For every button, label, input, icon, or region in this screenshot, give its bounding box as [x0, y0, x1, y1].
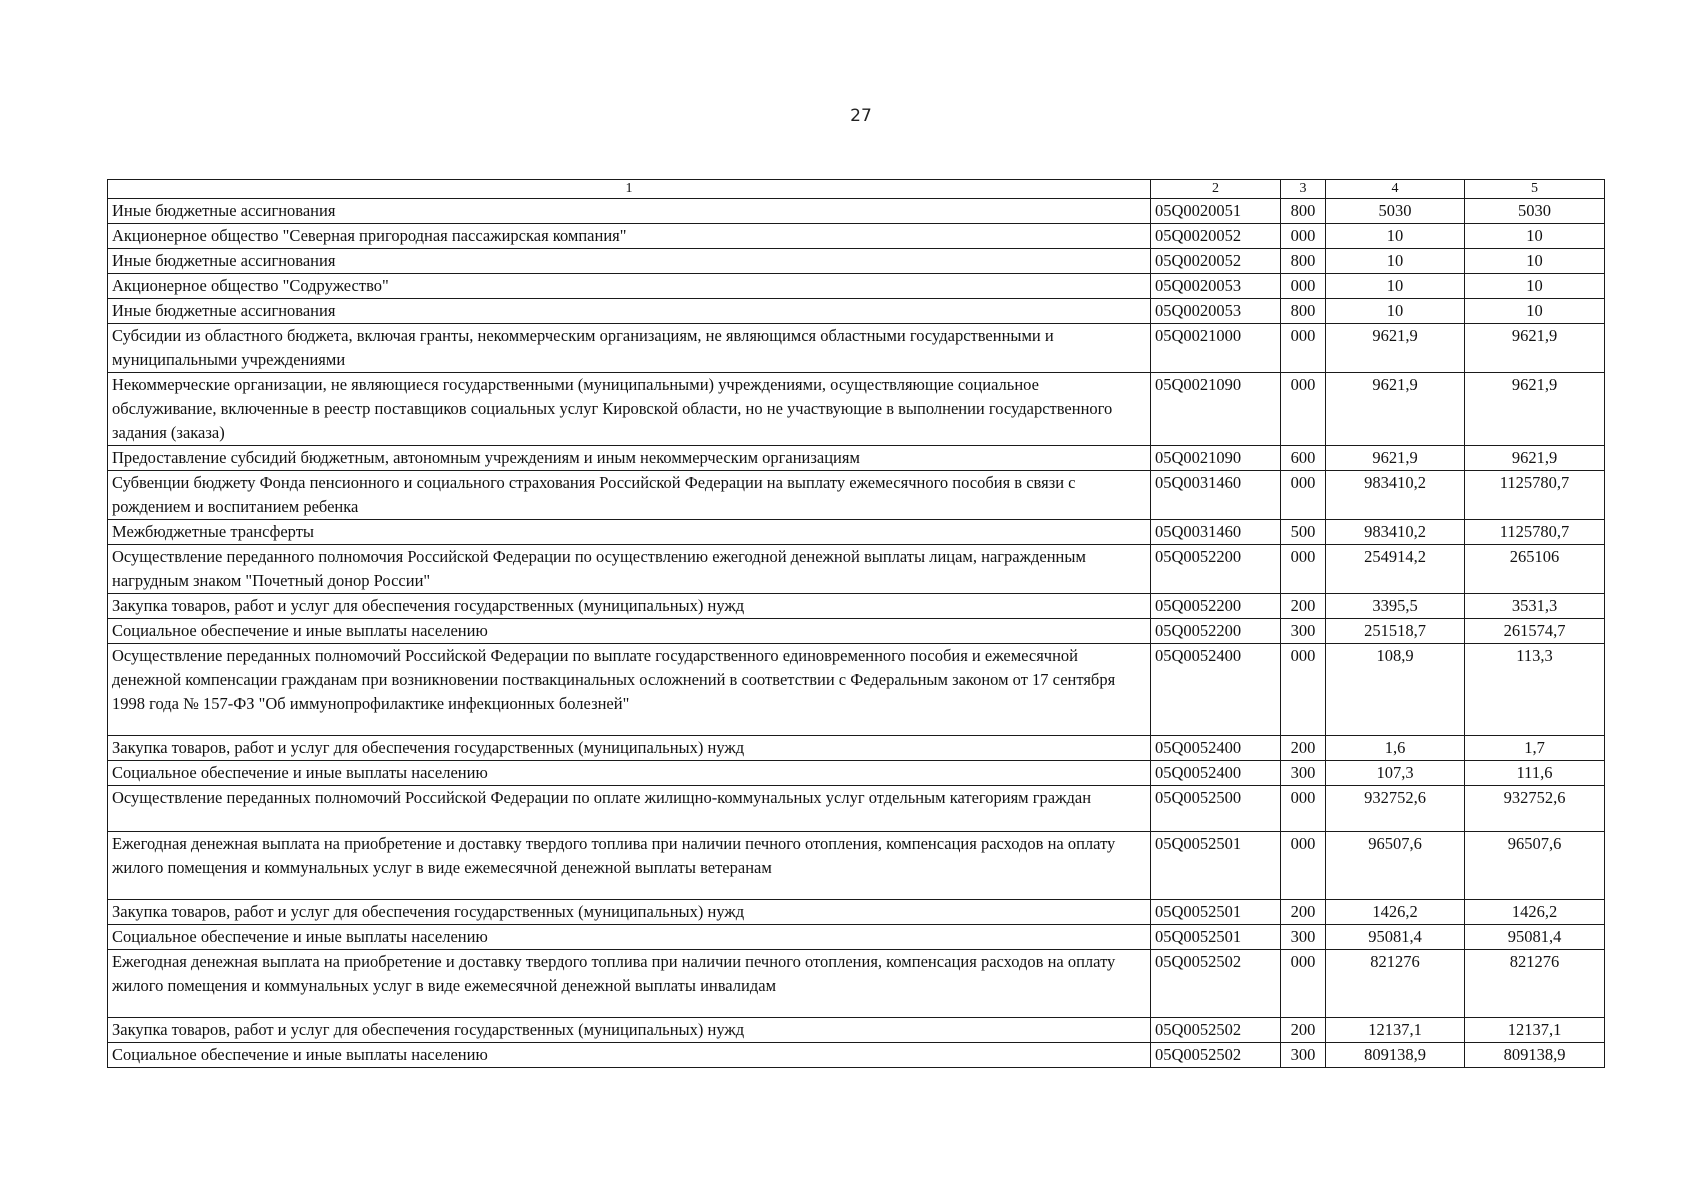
row-code-cell: 05Q0021000: [1151, 324, 1281, 373]
table-row: [108, 832, 1605, 900]
row-value-col4-cell: 809138,9: [1326, 1043, 1465, 1068]
table-body: [108, 199, 1605, 1068]
row-name-cell: Осуществление переданных полномочий Российской Федерации по оплате жилищно-коммунальных услуг отдельным категориям граждан: [108, 786, 1151, 832]
table-row: [108, 736, 1605, 761]
table-row: [108, 1043, 1605, 1068]
table-row: [108, 900, 1605, 925]
row-value-col5-cell: 10: [1465, 274, 1605, 299]
row-name-cell: Предоставление субсидий бюджетным, автономным учреждениям и иным некоммерческим организациям: [108, 446, 1151, 471]
row-type-cell: 500: [1281, 520, 1326, 545]
row-type-cell: 000: [1281, 471, 1326, 520]
row-name-cell: Ежегодная денежная выплата на приобретение и доставку твердого топлива при наличии печного отопления, компенсация расходов на оплату жилого помещения и коммунальных услуг в виде ежемесячной денежной выплаты ветеранам: [108, 832, 1151, 900]
row-type-cell: 800: [1281, 299, 1326, 324]
row-type-cell: 200: [1281, 594, 1326, 619]
table-row: [108, 324, 1605, 373]
row-type-cell: 000: [1281, 950, 1326, 1018]
row-code-cell: 05Q0020053: [1151, 274, 1281, 299]
row-value-col4-cell: 10: [1326, 224, 1465, 249]
row-type-cell: 000: [1281, 832, 1326, 900]
row-name-cell: Социальное обеспечение и иные выплаты населению: [108, 619, 1151, 644]
row-value-col4-cell: 108,9: [1326, 644, 1465, 736]
row-value-col5-cell: 809138,9: [1465, 1043, 1605, 1068]
header-cell-5: 5: [1465, 180, 1605, 199]
row-type-cell: 300: [1281, 619, 1326, 644]
row-value-col4-cell: 983410,2: [1326, 471, 1465, 520]
budget-table: [107, 179, 1605, 1068]
row-name-cell: Иные бюджетные ассигнования: [108, 249, 1151, 274]
row-name-cell: Некоммерческие организации, не являющиеся государственными (муниципальными) учреждениями, осуществляющие социальное обслуживание, включенные в реестр поставщиков социальных услуг Кировской области, но не участвующие в выполнении государственного задания (заказа): [108, 373, 1151, 446]
row-code-cell: 05Q0020051: [1151, 199, 1281, 224]
row-value-col4-cell: 10: [1326, 249, 1465, 274]
row-value-col4-cell: 1426,2: [1326, 900, 1465, 925]
header-row: [108, 180, 1605, 199]
row-code-cell: 05Q0052400: [1151, 761, 1281, 786]
row-name-cell: Акционерное общество "Северная пригородная пассажирская компания": [108, 224, 1151, 249]
row-code-cell: 05Q0052502: [1151, 1043, 1281, 1068]
table-row: [108, 520, 1605, 545]
row-name-cell: Осуществление переданного полномочия Российской Федерации по осуществлению ежегодной денежной выплаты лицам, награжденным нагрудным знаком "Почетный донор России": [108, 545, 1151, 594]
header-cell-1: 1: [108, 180, 1151, 199]
row-name-cell: Иные бюджетные ассигнования: [108, 299, 1151, 324]
row-value-col5-cell: 932752,6: [1465, 786, 1605, 832]
row-code-cell: 05Q0052400: [1151, 644, 1281, 736]
row-name-cell: Закупка товаров, работ и услуг для обеспечения государственных (муниципальных) нужд: [108, 900, 1151, 925]
row-value-col5-cell: 5030: [1465, 199, 1605, 224]
row-value-col4-cell: 95081,4: [1326, 925, 1465, 950]
row-type-cell: 200: [1281, 900, 1326, 925]
row-type-cell: 300: [1281, 1043, 1326, 1068]
row-name-cell: Осуществление переданных полномочий Российской Федерации по выплате государственного единовременного пособия и ежемесячной денежной компенсации гражданам при возникновении поствакцинальных осложнений в соответствии с Федеральным законом от 17 сентября 1998 года № 157-ФЗ "Об иммунопрофилактике инфекционных болезней": [108, 644, 1151, 736]
table-row: [108, 761, 1605, 786]
row-value-col4-cell: 10: [1326, 274, 1465, 299]
row-code-cell: 05Q0052500: [1151, 786, 1281, 832]
row-code-cell: 05Q0052501: [1151, 832, 1281, 900]
row-code-cell: 05Q0031460: [1151, 471, 1281, 520]
row-value-col4-cell: 5030: [1326, 199, 1465, 224]
row-value-col4-cell: 9621,9: [1326, 324, 1465, 373]
table-row: [108, 1018, 1605, 1043]
row-value-col5-cell: 821276: [1465, 950, 1605, 1018]
row-value-col5-cell: 9621,9: [1465, 446, 1605, 471]
row-type-cell: 000: [1281, 373, 1326, 446]
table-row: [108, 594, 1605, 619]
table-row: [108, 644, 1605, 736]
row-value-col4-cell: 254914,2: [1326, 545, 1465, 594]
row-name-cell: Социальное обеспечение и иные выплаты населению: [108, 1043, 1151, 1068]
row-type-cell: 200: [1281, 1018, 1326, 1043]
row-value-col5-cell: 1426,2: [1465, 900, 1605, 925]
row-value-col5-cell: 12137,1: [1465, 1018, 1605, 1043]
row-name-cell: Субвенции бюджету Фонда пенсионного и социального страхования Российской Федерации на выплату ежемесячного пособия в связи с рождением и воспитанием ребенка: [108, 471, 1151, 520]
row-name-cell: Ежегодная денежная выплата на приобретение и доставку твердого топлива при наличии печного отопления, компенсация расходов на оплату жилого помещения и коммунальных услуг в виде ежемесячной денежной выплаты инвалидам: [108, 950, 1151, 1018]
row-code-cell: 05Q0021090: [1151, 446, 1281, 471]
row-value-col4-cell: 96507,6: [1326, 832, 1465, 900]
row-name-cell: Иные бюджетные ассигнования: [108, 199, 1151, 224]
header-cell-3: 3: [1281, 180, 1326, 199]
row-type-cell: 800: [1281, 199, 1326, 224]
row-value-col4-cell: 932752,6: [1326, 786, 1465, 832]
row-value-col5-cell: 1,7: [1465, 736, 1605, 761]
row-name-cell: Закупка товаров, работ и услуг для обеспечения государственных (муниципальных) нужд: [108, 1018, 1151, 1043]
row-value-col5-cell: 111,6: [1465, 761, 1605, 786]
row-name-cell: Субсидии из областного бюджета, включая гранты, некоммерческим организациям, не являющимся областными государственными и муниципальными учреждениями: [108, 324, 1151, 373]
row-value-col4-cell: 9621,9: [1326, 373, 1465, 446]
page-number: 27: [850, 106, 872, 126]
row-value-col4-cell: 9621,9: [1326, 446, 1465, 471]
row-value-col5-cell: 96507,6: [1465, 832, 1605, 900]
header-cell-2: 2: [1151, 180, 1281, 199]
row-code-cell: 05Q0020052: [1151, 224, 1281, 249]
row-code-cell: 05Q0052400: [1151, 736, 1281, 761]
row-code-cell: 05Q0052501: [1151, 925, 1281, 950]
header-cell-4: 4: [1326, 180, 1465, 199]
row-value-col5-cell: 10: [1465, 299, 1605, 324]
table-row: [108, 446, 1605, 471]
row-name-cell: Межбюджетные трансферты: [108, 520, 1151, 545]
row-type-cell: 800: [1281, 249, 1326, 274]
row-value-col5-cell: 1125780,7: [1465, 520, 1605, 545]
row-value-col5-cell: 113,3: [1465, 644, 1605, 736]
table-row: [108, 925, 1605, 950]
row-code-cell: 05Q0052200: [1151, 594, 1281, 619]
row-code-cell: 05Q0052502: [1151, 1018, 1281, 1043]
row-value-col5-cell: 10: [1465, 249, 1605, 274]
row-type-cell: 000: [1281, 324, 1326, 373]
row-type-cell: 600: [1281, 446, 1326, 471]
row-code-cell: 05Q0031460: [1151, 520, 1281, 545]
row-code-cell: 05Q0020053: [1151, 299, 1281, 324]
row-type-cell: 300: [1281, 761, 1326, 786]
row-value-col4-cell: 3395,5: [1326, 594, 1465, 619]
row-value-col4-cell: 107,3: [1326, 761, 1465, 786]
row-value-col5-cell: 9621,9: [1465, 324, 1605, 373]
row-name-cell: Социальное обеспечение и иные выплаты населению: [108, 761, 1151, 786]
row-code-cell: 05Q0052200: [1151, 619, 1281, 644]
row-code-cell: 05Q0021090: [1151, 373, 1281, 446]
table-row: [108, 619, 1605, 644]
row-name-cell: Социальное обеспечение и иные выплаты населению: [108, 925, 1151, 950]
table-row: [108, 199, 1605, 224]
table-row: [108, 224, 1605, 249]
row-type-cell: 200: [1281, 736, 1326, 761]
row-value-col4-cell: 983410,2: [1326, 520, 1465, 545]
row-value-col5-cell: 9621,9: [1465, 373, 1605, 446]
row-value-col4-cell: 12137,1: [1326, 1018, 1465, 1043]
row-value-col5-cell: 3531,3: [1465, 594, 1605, 619]
row-value-col4-cell: 821276: [1326, 950, 1465, 1018]
row-type-cell: 000: [1281, 786, 1326, 832]
row-value-col5-cell: 10: [1465, 224, 1605, 249]
row-value-col5-cell: 95081,4: [1465, 925, 1605, 950]
row-code-cell: 05Q0020052: [1151, 249, 1281, 274]
row-type-cell: 000: [1281, 224, 1326, 249]
row-value-col4-cell: 10: [1326, 299, 1465, 324]
row-type-cell: 000: [1281, 545, 1326, 594]
row-value-col4-cell: 1,6: [1326, 736, 1465, 761]
table-row: [108, 373, 1605, 446]
row-type-cell: 300: [1281, 925, 1326, 950]
row-value-col5-cell: 265106: [1465, 545, 1605, 594]
table-row: [108, 249, 1605, 274]
row-name-cell: Закупка товаров, работ и услуг для обеспечения государственных (муниципальных) нужд: [108, 736, 1151, 761]
table-row: [108, 950, 1605, 1018]
table-row: [108, 786, 1605, 832]
row-name-cell: Акционерное общество "Содружество": [108, 274, 1151, 299]
row-value-col5-cell: 261574,7: [1465, 619, 1605, 644]
row-value-col4-cell: 251518,7: [1326, 619, 1465, 644]
row-name-cell: Закупка товаров, работ и услуг для обеспечения государственных (муниципальных) нужд: [108, 594, 1151, 619]
row-type-cell: 000: [1281, 274, 1326, 299]
table-row: [108, 274, 1605, 299]
table-row: [108, 299, 1605, 324]
row-value-col5-cell: 1125780,7: [1465, 471, 1605, 520]
row-code-cell: 05Q0052501: [1151, 900, 1281, 925]
row-code-cell: 05Q0052200: [1151, 545, 1281, 594]
row-type-cell: 000: [1281, 644, 1326, 736]
table-row: [108, 471, 1605, 520]
table-row: [108, 545, 1605, 594]
row-code-cell: 05Q0052502: [1151, 950, 1281, 1018]
